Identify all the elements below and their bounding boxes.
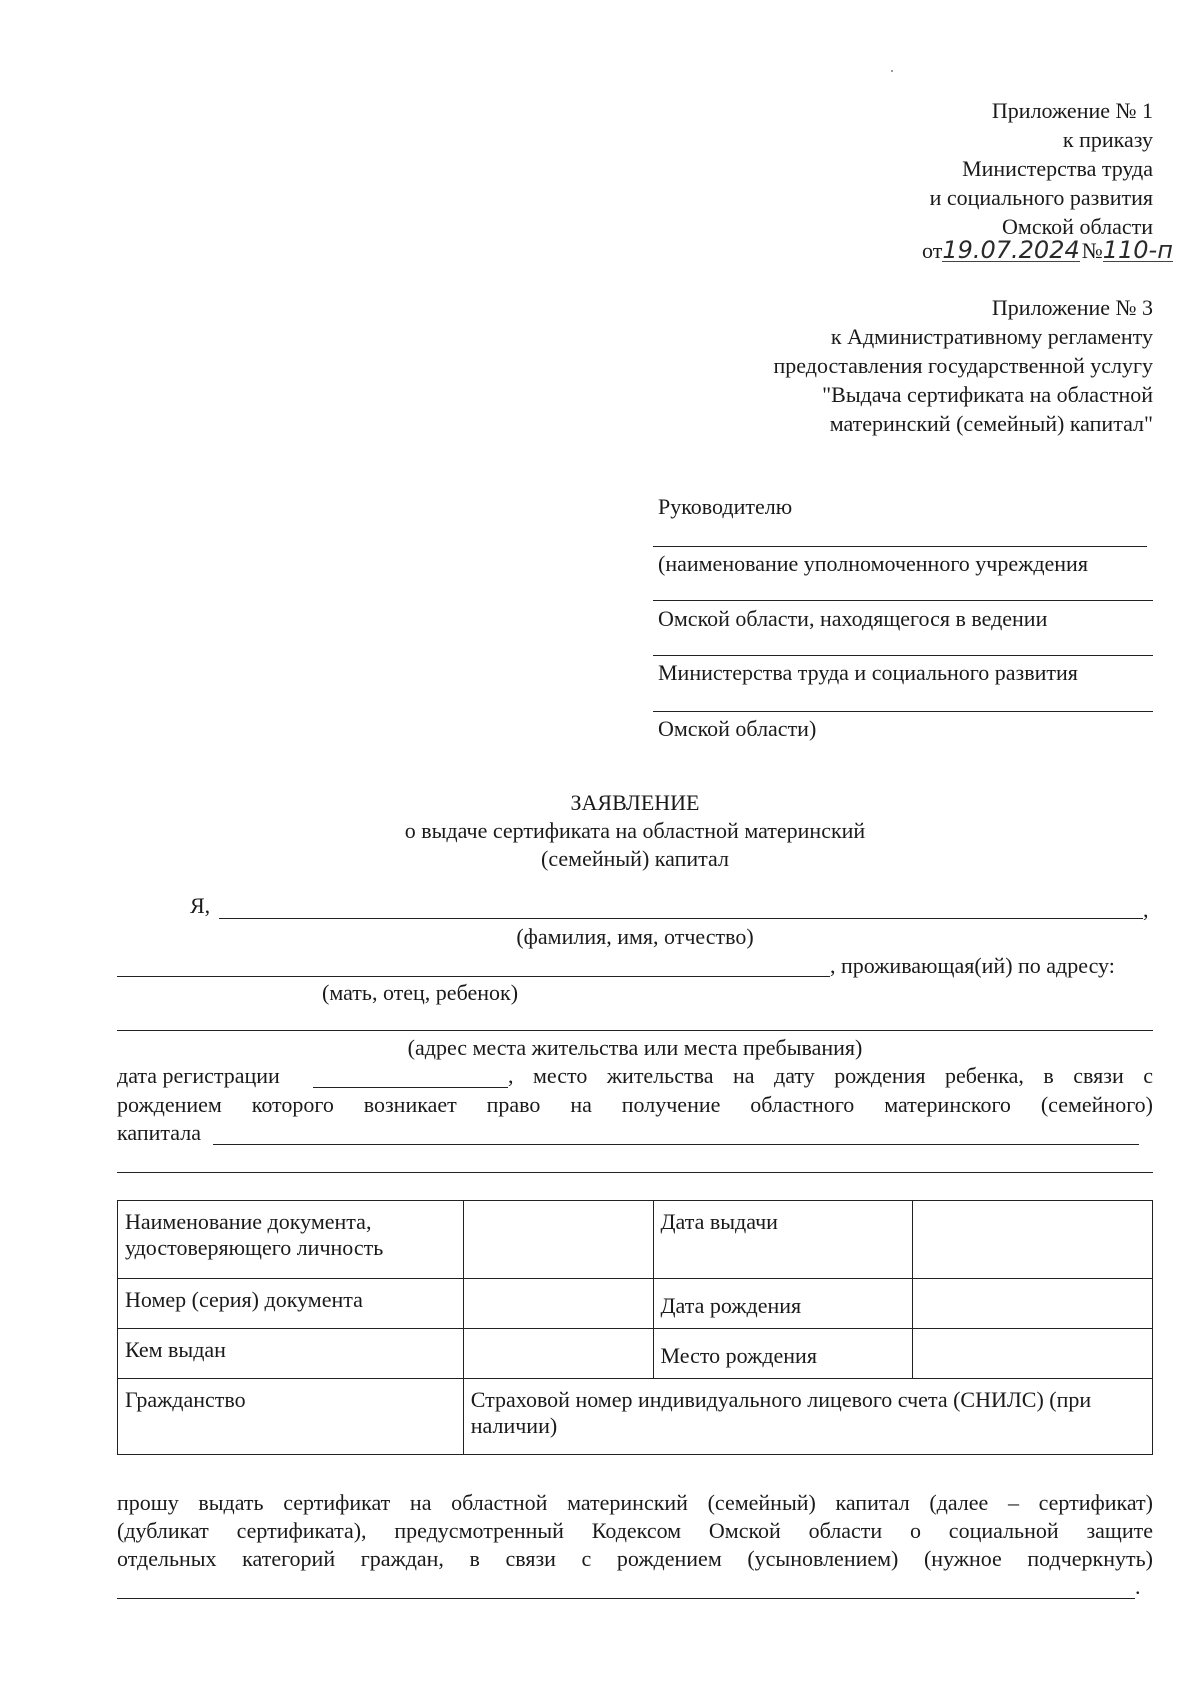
- birth-place-label: Место рождения: [653, 1329, 913, 1379]
- addressee-line: Министерства труда и социального развития: [658, 660, 1078, 685]
- reg-label: дата регистрации: [117, 1063, 280, 1088]
- citizenship-label: Гражданство: [118, 1379, 464, 1455]
- scan-speck: [891, 70, 893, 72]
- fill-line[interactable]: [653, 711, 1153, 712]
- applicant-data-table: [117, 1200, 1153, 1455]
- address-fill-line[interactable]: [117, 1030, 1153, 1031]
- request-end-dot: .: [1135, 1574, 1141, 1599]
- appendix-1-line: к приказу: [1062, 127, 1153, 152]
- request-line: отдельных категорий граждан, в связи с рождением (усыновлением) (нужное подчеркнуть): [117, 1546, 1153, 1571]
- capital-label: капитала: [117, 1120, 201, 1145]
- appendix-1-line: Омской области: [1002, 214, 1153, 239]
- table-row: [118, 1279, 1153, 1329]
- table-row: [118, 1329, 1153, 1379]
- appendix-1-title: Приложение № 1: [991, 98, 1153, 123]
- address-caption: (адрес места жительства или места пребывания): [407, 1035, 863, 1060]
- addressee-line: Омской области): [658, 716, 817, 741]
- order-from-label: от: [922, 238, 943, 263]
- capital-fill-line[interactable]: [213, 1144, 1139, 1145]
- issue-date-cell[interactable]: [913, 1201, 1153, 1279]
- fio-caption: (фамилия, имя, отчество): [516, 924, 754, 949]
- request-line: (дубликат сертификата), предусмотренный Кодексом Омской области о социальной защите: [117, 1518, 1153, 1543]
- statement-subtitle: (семейный) капитал: [541, 846, 729, 871]
- addressee-title: Руководителю: [658, 494, 793, 519]
- snils-label: Страховой номер индивидуального лицевого счета (СНИЛС) (при наличии): [463, 1379, 1152, 1455]
- appendix-1-line: Министерства труда: [962, 156, 1153, 181]
- fill-line[interactable]: [653, 546, 1147, 547]
- birth-line-text: рождением которого возникает право на получение областного материнского (семейного): [117, 1092, 1153, 1117]
- appendix-3-line: материнский (семейный) капитал": [829, 411, 1153, 436]
- appendix-3-line: к Административному регламенту: [830, 324, 1153, 349]
- addressee-line: (наименование уполномоченного учреждения: [658, 551, 1088, 576]
- fio-comma: ,: [1143, 897, 1149, 922]
- table-row: [118, 1379, 1153, 1455]
- i-label: Я,: [190, 893, 211, 918]
- issued-by-label: Кем выдан: [118, 1329, 464, 1379]
- residing-text: , проживающая(ий) по адресу:: [830, 953, 1115, 978]
- appendix-3-line: предоставления государственной услугу: [773, 353, 1153, 378]
- table-row: [118, 1201, 1153, 1279]
- order-date-handwritten: 19.07.2024: [942, 236, 1080, 264]
- fill-line[interactable]: [653, 655, 1153, 656]
- request-line: прошу выдать сертификат на областной материнский (семейный) капитал (далее – сертификат): [117, 1490, 1153, 1515]
- birth-date-label: Дата рождения: [653, 1279, 913, 1329]
- birth-date-cell[interactable]: [913, 1279, 1153, 1329]
- order-number-handwritten: 110-п: [1102, 236, 1173, 264]
- issue-date-label: Дата выдачи: [653, 1201, 913, 1279]
- appendix-3-line: "Выдача сертификата на областной: [822, 382, 1153, 407]
- fill-line[interactable]: [653, 600, 1153, 601]
- extra-fill-line[interactable]: [117, 1172, 1153, 1173]
- role-fill-line[interactable]: [117, 976, 830, 977]
- issued-by-cell[interactable]: [463, 1329, 653, 1379]
- statement-title: ЗАЯВЛЕНИЕ: [570, 790, 700, 815]
- request-fill-line[interactable]: [117, 1598, 1135, 1599]
- appendix-3-title: Приложение № 3: [991, 295, 1153, 320]
- statement-subtitle: о выдаче сертификата на областной материнский: [404, 818, 866, 843]
- addressee-line: Омской области, находящегося в ведении: [658, 606, 1048, 631]
- appendix-1-line: и социального развития: [929, 185, 1153, 210]
- doc-name-label: Наименование документа, удостоверяющего личность: [118, 1201, 464, 1279]
- birth-place-cell[interactable]: [913, 1329, 1153, 1379]
- doc-number-label: Номер (серия) документа: [118, 1279, 464, 1329]
- role-caption: (мать, отец, ребенок): [322, 980, 519, 1005]
- fio-fill-line[interactable]: [219, 918, 1143, 919]
- order-date-line: [922, 238, 1173, 264]
- doc-number-cell[interactable]: [463, 1279, 653, 1329]
- reg-date-fill-line[interactable]: [313, 1087, 508, 1088]
- reg-rest-text: , место жительства на дату рождения ребенка, в связи с: [508, 1063, 1153, 1088]
- order-number-sign: №: [1081, 238, 1103, 263]
- doc-name-cell[interactable]: [463, 1201, 653, 1279]
